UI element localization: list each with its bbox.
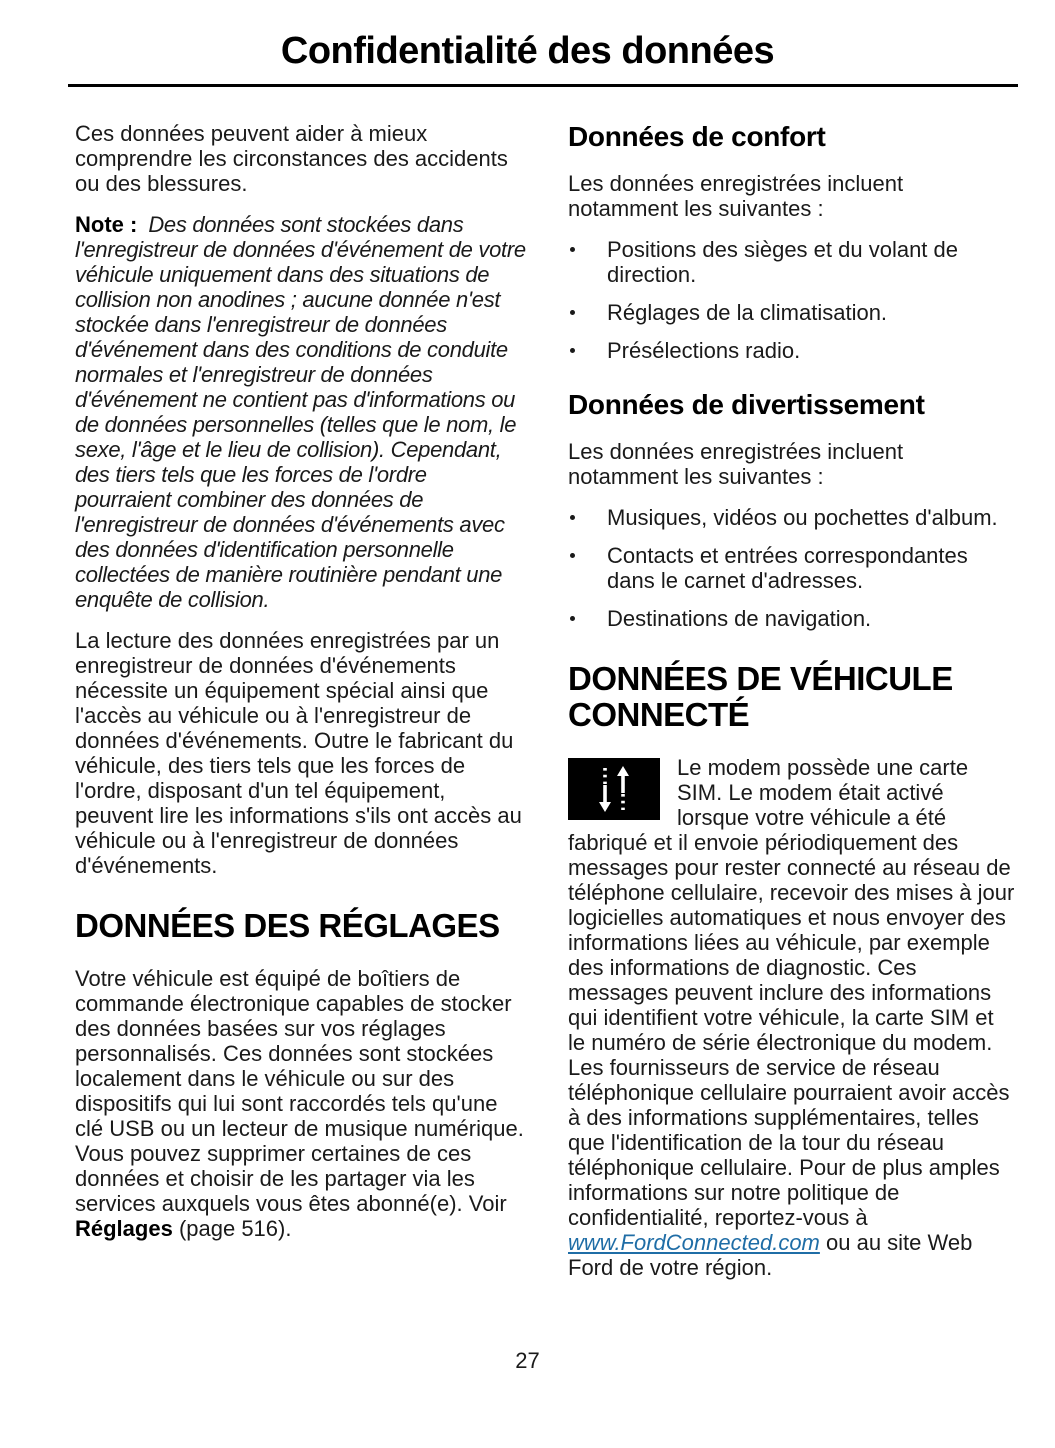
connected-text-after-link: ou au site Web Ford de votre région. bbox=[568, 1230, 973, 1280]
title-divider bbox=[68, 84, 1018, 87]
comfort-data-heading: Données de confort bbox=[568, 121, 826, 152]
note-paragraph bbox=[75, 212, 527, 612]
event-data-reading-paragraph: La lecture des données enregistrées par un enregistreur de données d'événements nécessite un équipement spécial ainsi que l'accès au véhicule ou à l'enregistreur de données d'événements. Outre le fabricant du véhicule, des tiers tels que les forces de l'ordre, disposant d'un tel équipement, peuvent lire les informations s'ils ont accès au véhicule ou à l'enregistreur de données d'événements. bbox=[75, 628, 522, 878]
settings-data-paragraph bbox=[75, 966, 527, 1241]
list-item-text: Positions des sièges et du volant de direction. bbox=[607, 237, 959, 287]
bullet-dot-icon bbox=[570, 553, 575, 558]
ford-connected-link[interactable]: www.FordConnected.com bbox=[568, 1230, 820, 1255]
settings-cross-reference: Réglages bbox=[75, 1216, 173, 1241]
intro-paragraph: Ces données peuvent aider à mieux comprendre les circonstances des accidents ou des blessures. bbox=[75, 121, 508, 196]
list-item-text: Réglages de la climatisation. bbox=[607, 300, 888, 325]
page-number: 27 bbox=[515, 1348, 540, 1373]
bullet-dot-icon bbox=[570, 515, 575, 520]
settings-text-after: (page 516). bbox=[172, 1216, 292, 1241]
list-item bbox=[568, 543, 1015, 593]
note-label: Note : bbox=[75, 212, 138, 237]
list-item bbox=[568, 237, 1015, 287]
connected-vehicle-data-heading: DONNÉES DE VÉHICULE CONNECTÉ bbox=[568, 660, 953, 733]
data-upload-download-arrows-icon bbox=[568, 758, 660, 820]
list-item-text: Musiques, vidéos ou pochettes d'album. bbox=[607, 505, 998, 530]
entertainment-intro: Les données enregistrées incluent notamment les suivantes : bbox=[568, 439, 904, 489]
list-item bbox=[568, 300, 1015, 325]
list-item-text: Présélections radio. bbox=[607, 338, 801, 363]
settings-text-before: Votre véhicule est équipé de boîtiers de commande électronique capables de stocker des données basées sur vos réglages personnalisés. Ces données sont stockées localement dans le véhicule ou sur des dispositifs qui lui sont raccordés tels qu'une clé USB ou un lecteur de musique numérique. Vous pouvez supprimer certaines de ces données et choisir de les partager via les services auxquels vous êtes abonné(e). Voir bbox=[75, 966, 524, 1216]
left-column bbox=[75, 121, 527, 1296]
list-item bbox=[568, 338, 1015, 363]
page-title: Confidentialité des données bbox=[280, 30, 775, 72]
settings-data-heading: DONNÉES DES RÉGLAGES bbox=[75, 907, 500, 944]
bullet-dot-icon bbox=[570, 616, 575, 621]
list-item bbox=[568, 606, 1015, 631]
entertainment-bullet-list bbox=[568, 505, 1015, 631]
bullet-dot-icon bbox=[570, 348, 575, 353]
comfort-bullet-list bbox=[568, 237, 1015, 363]
connected-vehicle-paragraph bbox=[568, 755, 1015, 1280]
bullet-dot-icon bbox=[570, 310, 575, 315]
bullet-dot-icon bbox=[570, 247, 575, 252]
connected-text-before-link: Le modem possède une carte SIM. Le modem était activé lorsque votre véhicule a été fabriqué et il envoie périodiquement des messages pour rester connecté au réseau de téléphone cellulaire, recevoir des mises à jour logicielles automatiques et nous envoyer des informations liées au véhicule, par exemple des informations de diagnostic. Ces messages peuvent inclure des informations qui identifient votre véhicule, la carte SIM et le numéro de série électronique du modem. Les fournisseurs de service de réseau téléphonique cellulaire pourraient avoir accès à des informations supplémentaires, telles que l'identification de la tour du réseau téléphonique cellulaire. Pour de plus amples informations sur notre politique de confidentialité, reportez-vous à bbox=[568, 755, 1015, 1230]
list-item bbox=[568, 505, 1015, 530]
list-item-text: Destinations de navigation. bbox=[607, 606, 872, 631]
entertainment-data-heading: Données de divertissement bbox=[568, 389, 925, 420]
comfort-intro: Les données enregistrées incluent notamment les suivantes : bbox=[568, 171, 904, 221]
two-column-content bbox=[0, 73, 1055, 1296]
note-spacer bbox=[137, 212, 148, 237]
note-text: Des données sont stockées dans l'enregistreur de données d'événement de votre véhicule uniquement dans des situations de collision non anodines ; aucune donnée n'est stockée dans l'enregistreur de données d'événement dans des conditions de conduite normales et l'enregistreur de données d'événement ne contient pas d'informations ou de données personnelles (telles que le nom, le sexe, l'âge et le lieu de collision). Cependant, des tiers tels que les forces de l'ordre pourraient combiner des données de l'enregistreur de données d'événements avec des données d'identification personnelle collectées de manière routinière pendant une enquête de collision. bbox=[75, 212, 526, 612]
list-item-text: Contacts et entrées correspondantes dans le carnet d'adresses. bbox=[607, 543, 968, 593]
right-column bbox=[568, 121, 1015, 1296]
